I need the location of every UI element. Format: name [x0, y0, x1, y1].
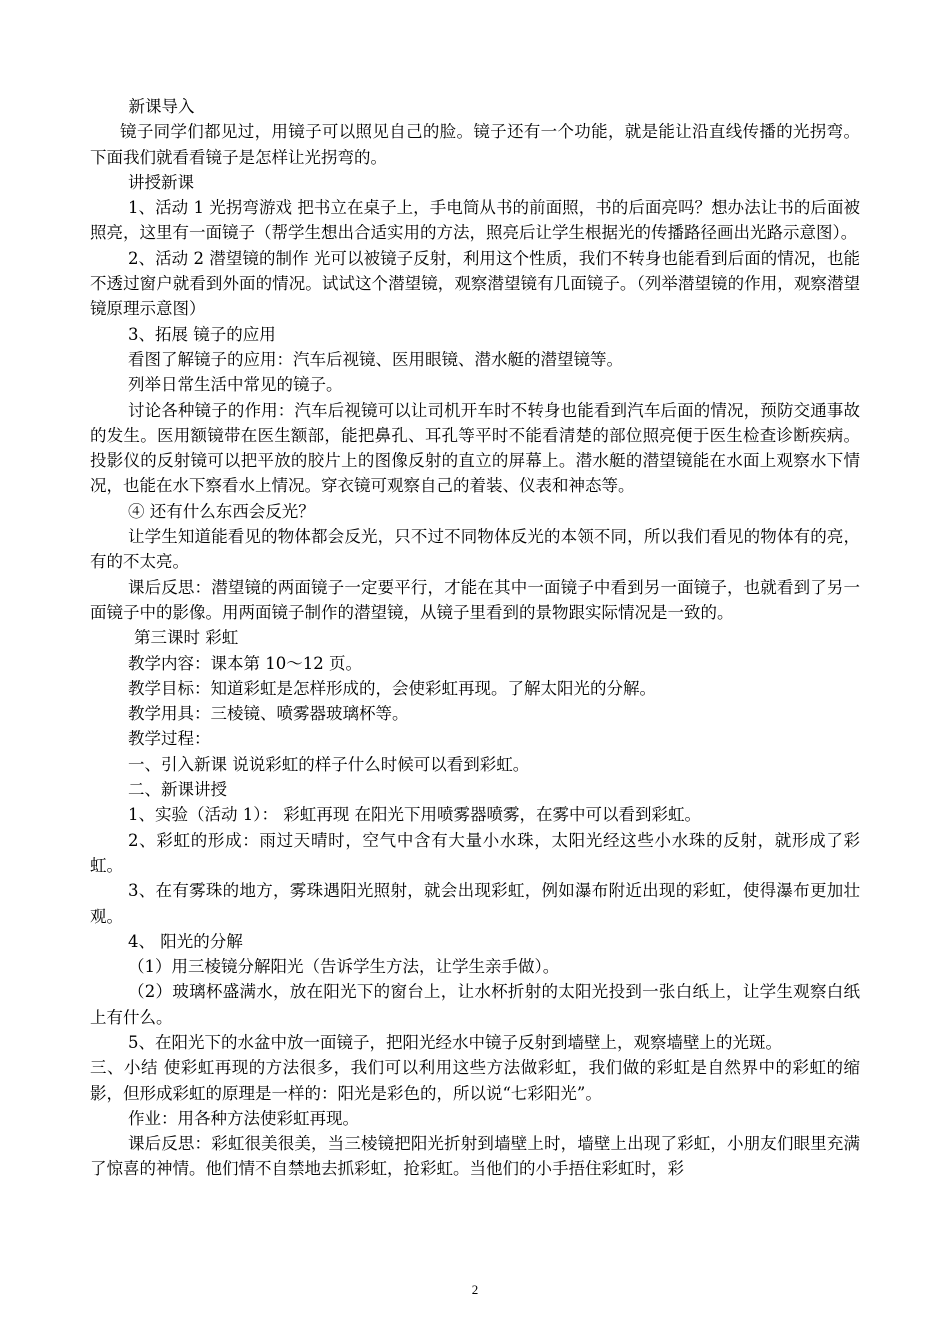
paragraph: 课后反思：潜望镜的两面镜子一定要平行，才能在其中一面镜子中看到另一面镜子，也就看到了另一面镜子中的影像。用两面镜子制作的潜望镜，从镜子里看到的景物跟实际情况是一致的。 [90, 577, 860, 622]
paragraph: 二、新课讲授 [128, 780, 227, 800]
section-heading: 第三课时 彩虹 [134, 628, 239, 648]
page-number: 2 [471, 1282, 479, 1297]
paragraph [90, 94, 860, 119]
paragraph: 讨论各种镜子的作用：汽车后视镜可以让司机开车时不转身也能看到汽车后面的情况，预防交通事故的发生。医用额镜带在医生额部，能把鼻孔、耳孔等平时不能看清楚的部位照亮便于医生检查诊断疾病。投影仪的反射镜可以把平放的胶片上的图像反射的直立的屏幕上。潜水艇的潜望镜能在水面上观察水下情况，也能在水下察看水上情况。穿衣镜可观察自己的着装、仪表和神态等。 [90, 400, 860, 496]
paragraph: 列举日常生活中常见的镜子。 [128, 375, 343, 395]
document-body [90, 94, 860, 1182]
paragraph: 教学过程： [128, 729, 211, 749]
paragraph: 教学用具：三棱镜、喷雾器玻璃杯等。 [128, 704, 409, 724]
paragraph: ④ 还有什么东西会反光？ [128, 501, 315, 521]
paragraph: 教学目标：知道彩虹是怎样形成的，会使彩虹再现。了解太阳光的分解。 [128, 678, 656, 698]
paragraph: 4、 阳光的分解 [128, 931, 243, 951]
paragraph: （1）用三棱镜分解阳光（告诉学生方法，让学生亲手做）。 [128, 957, 560, 977]
paragraph: 2、活动 2 潜望镜的制作 光可以被镜子反射，利用这个性质，我们不转身也能看到后面的情况，也能不透过窗户就看到外面的情况。试试这个潜望镜，观察潜望镜有几面镜子。（列举潜望镜的作用，观察潜望镜原理示意图） [90, 248, 860, 319]
paragraph: 讲授新课 [128, 172, 194, 192]
paragraph: 三、小结 使彩虹再现的方法很多，我们可以利用这些方法做彩虹，我们做的彩虹是自然界中的彩虹的缩影，但形成彩虹的原理是一样的：阳光是彩色的，所以说“七彩阳光”。 [90, 1058, 860, 1103]
paragraph: 教学内容：课本第 10～12 页。 [128, 653, 362, 673]
paragraph: 1、活动 1 光拐弯游戏 把书立在桌子上，手电筒从书的前面照，书的后面亮吗？想办法让书的后面被照亮，这里有一面镜子（帮学生想出合适实用的方法，照亮后让学生根据光的传播路径画出光路示意图）。 [90, 198, 860, 243]
paragraph: 课后反思：彩虹很美很美，当三棱镜把阳光折射到墙壁上时，墙壁上出现了彩虹，小朋友们眼里充满了惊喜的神情。他们情不自禁地去抓彩虹，抢彩虹。当他们的小手捂住彩虹时，彩 [90, 1134, 860, 1179]
paragraph: 3、拓展 镜子的应用 [128, 324, 276, 344]
paragraph: 2、彩虹的形成：雨过天晴时，空气中含有大量小水珠，太阳光经这些小水珠的反射，就形成了彩虹。 [90, 830, 860, 875]
paragraph-text: 新课导入 [128, 97, 195, 116]
paragraph: 作业：用各种方法使彩虹再现。 [128, 1108, 359, 1128]
paragraph: 看图了解镜子的应用：汽车后视镜、医用眼镜、潜水艇的潜望镜等。 [128, 349, 623, 369]
paragraph: 让学生知道能看见的物体都会反光，只不过不同物体反光的本领不同，所以我们看见的物体有的亮，有的不太亮。 [90, 527, 860, 572]
paragraph: 镜子同学们都见过，用镜子可以照见自己的脸。镜子还有一个功能，就是能让沿直线传播的光拐弯。下面我们就看看镜子是怎样让光拐弯的。 [90, 122, 860, 167]
paragraph: 5、在阳光下的水盆中放一面镜子，把阳光经水中镜子反射到墙壁上，观察墙壁上的光斑。 [128, 1032, 782, 1052]
paragraph: （2）玻璃杯盛满水，放在阳光下的窗台上，让水杯折射的太阳光投到一张白纸上，让学生观察白纸上有什么。 [90, 982, 860, 1027]
paragraph: 1、实验（活动 1）： 彩虹再现 在阳光下用喷雾器喷雾，在雾中可以看到彩虹。 [128, 805, 701, 825]
paragraph: 3、在有雾珠的地方，雾珠遇阳光照射，就会出现彩虹，例如瀑布附近出现的彩虹，使得瀑布更加壮观。 [90, 881, 860, 926]
paragraph: 一、引入新课 说说彩虹的样子什么时候可以看到彩虹。 [128, 754, 530, 774]
indent [90, 97, 101, 116]
